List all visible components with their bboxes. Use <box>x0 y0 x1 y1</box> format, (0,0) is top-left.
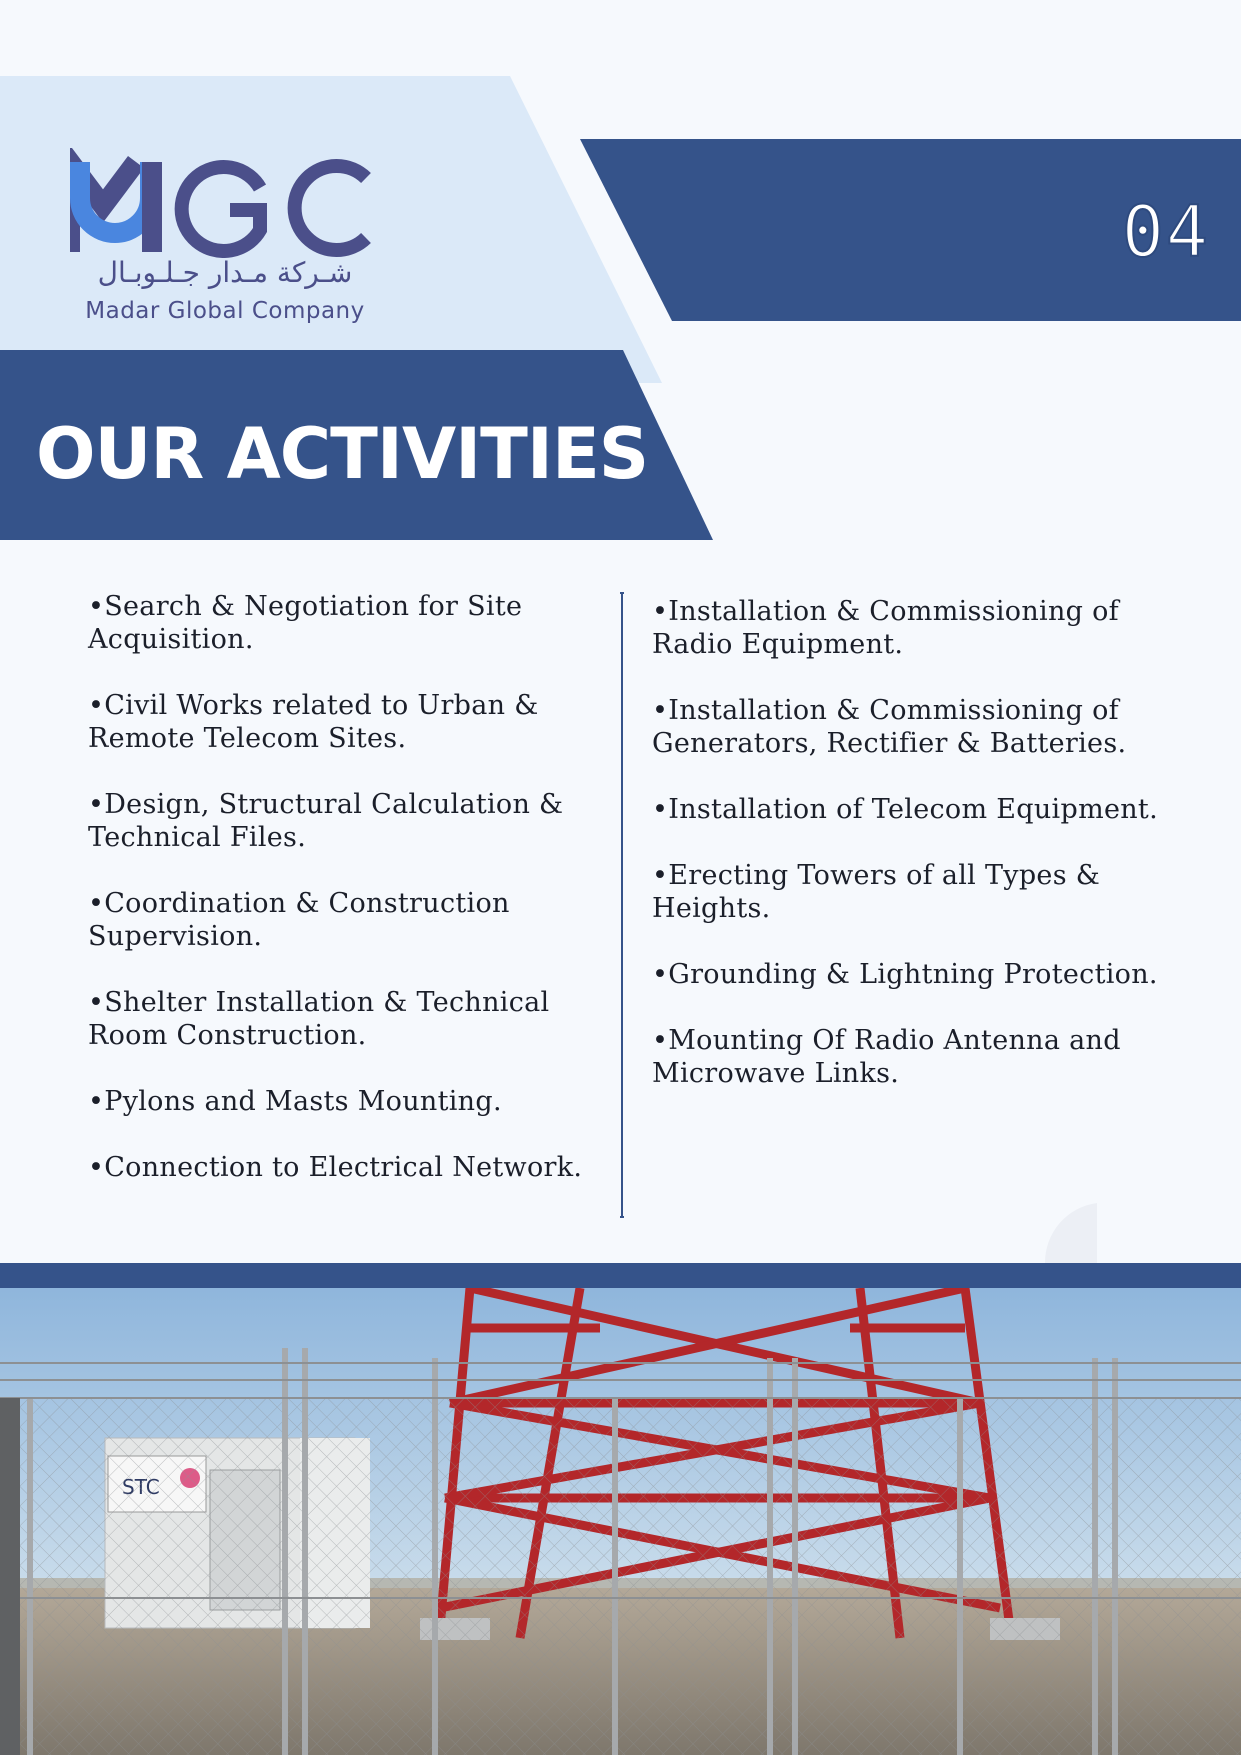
list-item: •Grounding & Lightning Protection. <box>652 959 1158 990</box>
activities-left-column <box>88 590 618 1217</box>
faint-circle-decoration <box>1045 1203 1097 1263</box>
column-divider <box>620 592 624 1218</box>
list-item: •Search & Negotiation for Site Acquisition. <box>88 591 523 655</box>
logo-company-name: Madar Global Company <box>85 298 365 324</box>
telecom-site-photo <box>0 1288 1241 1755</box>
list-item: •Mounting Of Radio Antenna and Microwave Links. <box>652 1025 1121 1089</box>
list-item: •Design, Structural Calculation & Technical Files. <box>88 789 564 853</box>
page-number: 04 <box>1121 191 1210 273</box>
list-item: •Civil Works related to Urban & Remote Telecom Sites. <box>88 690 539 754</box>
list-item: •Connection to Electrical Network. <box>88 1152 583 1183</box>
mgc-logo-mark <box>70 148 380 258</box>
activities-right-column <box>652 595 1197 1123</box>
list-item: •Shelter Installation & Technical Room Construction. <box>88 987 550 1051</box>
list-item: •Erecting Towers of all Types & Heights. <box>652 860 1101 924</box>
page-title: OUR ACTIVITIES <box>36 413 649 495</box>
logo-arabic-name: شـركة مـدار جـلـوبـال <box>97 256 353 289</box>
blue-divider-strip <box>0 1263 1241 1288</box>
list-item: •Installation & Commissioning of Radio Equipment. <box>652 596 1119 660</box>
company-logo <box>70 148 380 338</box>
list-item: •Installation & Commissioning of Generators, Rectifier & Batteries. <box>652 695 1127 759</box>
list-item: •Installation of Telecom Equipment. <box>652 794 1158 825</box>
list-item: •Pylons and Masts Mounting. <box>88 1086 502 1117</box>
list-item: •Coordination & Construction Supervision. <box>88 888 510 952</box>
